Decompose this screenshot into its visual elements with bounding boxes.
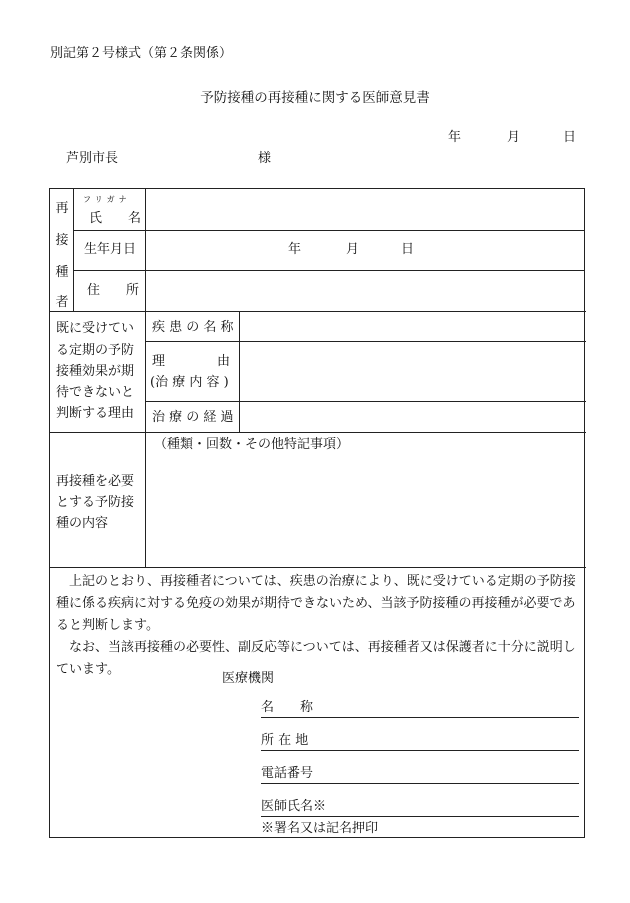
divider [50,432,586,433]
statement-paragraph-2: なお、当該再接種の必要性、副反応等については、再接種者又は保護者に十分に説明しています。 [56,640,576,677]
addressee: 芦別市長 [66,151,119,166]
opinion-form-table [49,188,585,838]
content-header-line: とする予防接 [56,495,135,510]
reason-header-line: 接種効果が期 [56,364,135,379]
dob-month-label: 月 [346,242,360,257]
reason-label: 理 由 [152,354,231,369]
reason-field[interactable] [244,345,580,397]
name-label: 氏 名 [89,211,142,226]
divider [145,401,586,402]
reason-header-line: 判断する理由 [56,406,135,421]
divider [50,567,586,568]
disease-name-field[interactable] [244,315,580,337]
disease-name-label: 疾 患 の 名 称 [152,320,234,335]
furigana-label: フリガナ [83,195,131,204]
signature-footnote: ※署名又は記名押印 [261,821,379,836]
patient-section-char: 者 [55,295,69,310]
document-title: 予防接種の再接種に関する医師意見書 [200,90,430,106]
divider [145,432,146,567]
reason-header-line: る定期の予防 [56,343,135,358]
dob-label: 生年月日 [84,242,137,257]
divider [145,341,586,342]
dob-year-label: 年 [288,242,302,257]
content-header-line: 再接種を必要 [56,474,135,489]
institution-name-label: 名 称 [261,700,314,715]
statement-paragraph-1: 上記のとおり、再接種者については、疾患の治療により、既に受けている定期の予防接種に係る疾病に対する免疫の効果が期待できないため、当該予防接種の再接種が必要であると判断します。 [56,574,576,633]
divider [145,189,146,311]
form-reference: 別記第２号様式（第２条関係） [50,46,233,61]
divider [239,311,240,432]
content-note: （種類・回数・その他特記事項） [154,437,350,452]
treatment-course-field[interactable] [244,405,580,429]
date-year-label: 年 [448,130,462,145]
institution-heading: 医療機関 [222,671,275,686]
date-month-label: 月 [507,130,521,145]
divider [73,270,585,271]
treatment-course-label: 治 療 の 経 過 [152,410,234,425]
phone-number-label: 電話番号 [261,766,314,781]
dob-day-label: 日 [401,242,415,257]
patient-section-char: 種 [55,265,69,280]
honorific: 様 [258,151,272,166]
name-field[interactable] [150,193,580,227]
content-header-line: 種の内容 [56,516,109,531]
treatment-label: (治 療 内 容 ) [150,375,229,390]
address-label: 住 所 [87,283,140,298]
doctor-name-label: 医師氏名※ [261,799,327,814]
institution-location-line[interactable] [261,732,579,751]
date-day-label: 日 [563,130,577,145]
address-field[interactable] [150,275,580,307]
content-field[interactable] [150,457,580,562]
divider [145,311,146,432]
divider [50,311,586,312]
patient-section-char: 接 [55,233,69,248]
reason-header-line: 待できないと [56,385,135,400]
reason-header-line: 既に受けてい [56,321,135,336]
divider [73,189,74,311]
institution-location-label: 所 在 地 [261,733,309,748]
patient-section-char: 再 [55,201,69,216]
divider [73,230,585,231]
